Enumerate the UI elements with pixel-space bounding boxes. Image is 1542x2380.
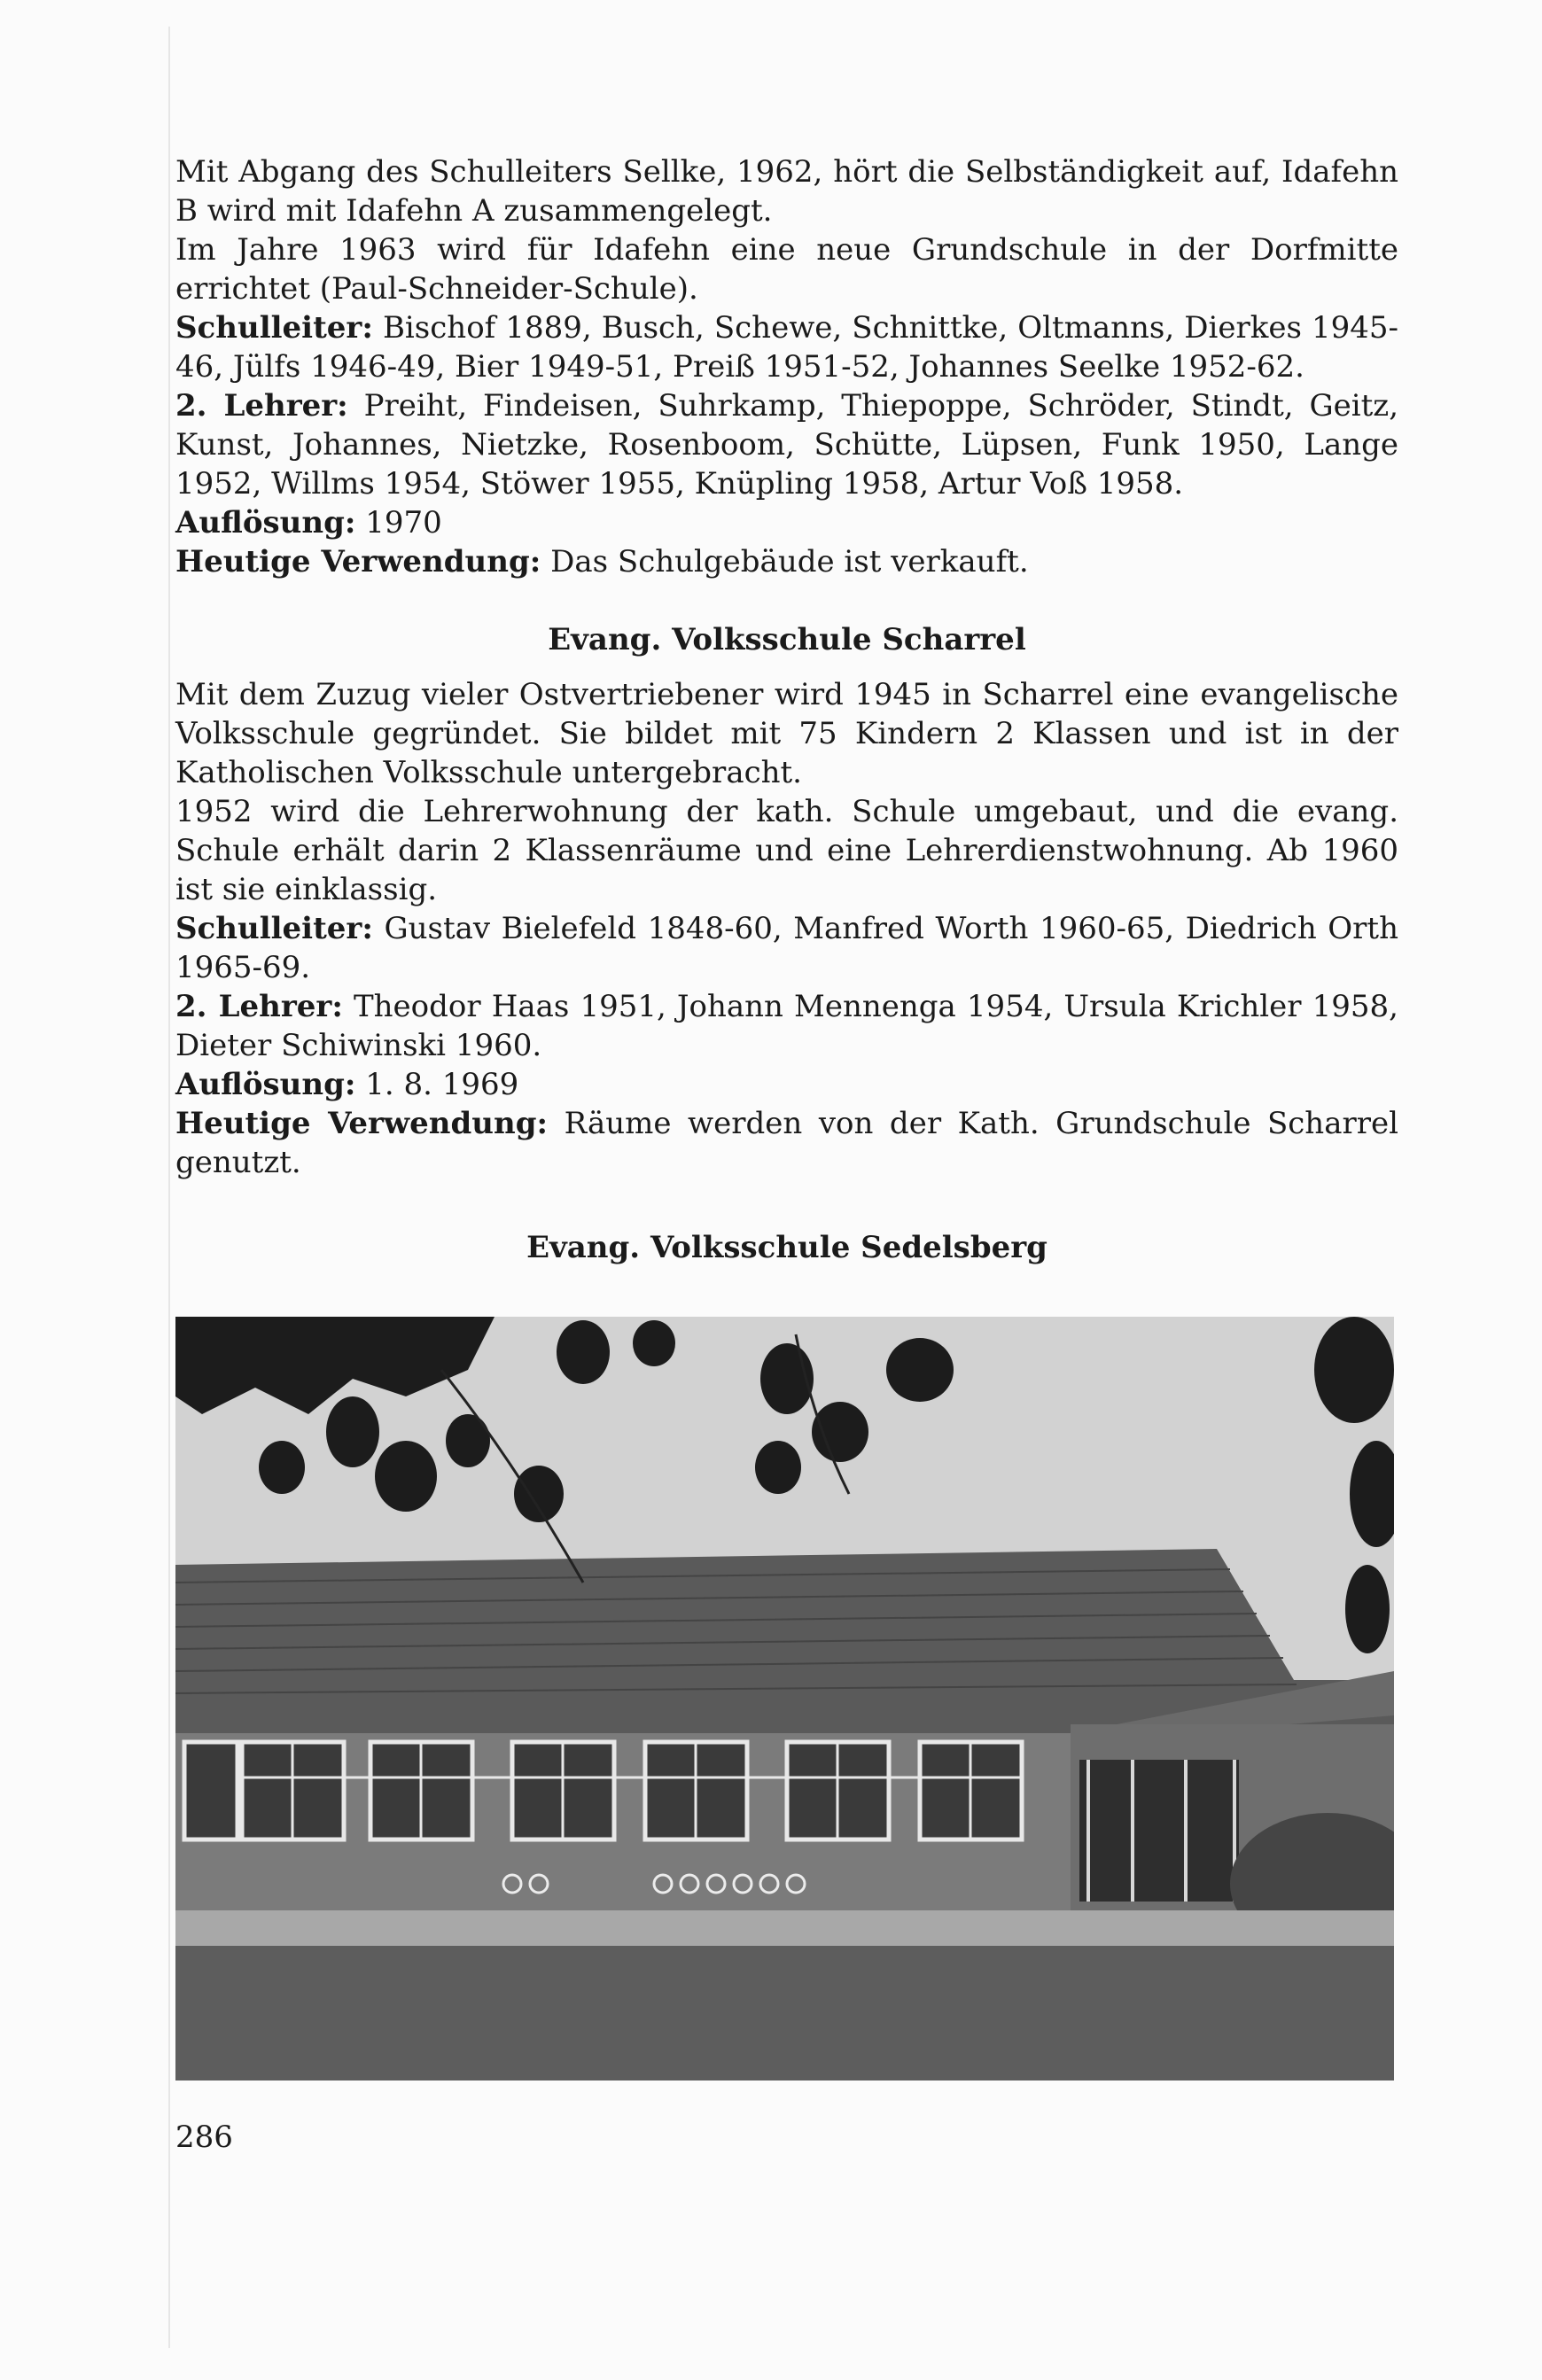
text-lehrer: Preiht, Findeisen, Suhrkamp, Thiepoppe, Schröder, Stindt, Geitz, Kunst, Johannes, Nietzke, Rosenboom, Schütte, Lüpsen, Funk 1950, Lange 1952, Willms 1954, Stöwer 1955, Knüpling 1958, Artur Voß 1958. bbox=[175, 388, 1398, 502]
label-schulleiter: Schulleiter: bbox=[175, 310, 373, 346]
label-lehrer: 2. Lehrer: bbox=[175, 989, 343, 1024]
page-number: 286 bbox=[175, 2119, 233, 2155]
paragraph-lehrer bbox=[175, 987, 1398, 1065]
school-photo bbox=[175, 1317, 1394, 2081]
paragraph-verwendung bbox=[175, 542, 1398, 581]
label-verwendung: Heutige Verwendung: bbox=[175, 544, 541, 579]
paragraph-aufloesung bbox=[175, 1065, 1398, 1104]
paragraph-grundschule: Im Jahre 1963 wird für Idafehn eine neue Grundschule in der Dorfmitte errichtet (Paul-Schneider-Schule). bbox=[175, 232, 1398, 307]
photo-entrance bbox=[1079, 1760, 1239, 1902]
text-aufloesung: 1. 8. 1969 bbox=[355, 1067, 519, 1102]
photo-lawn bbox=[175, 1946, 1394, 2081]
paragraph-verwendung bbox=[175, 1104, 1398, 1182]
text-verwendung: Räume werden von der Kath. Grundschule Scharrel genutzt. bbox=[175, 1106, 1398, 1180]
photo-path bbox=[175, 1910, 1394, 1946]
school-photo-drawing bbox=[175, 1317, 1394, 2081]
text-aufloesung: 1970 bbox=[355, 505, 442, 541]
label-aufloesung: Auflösung: bbox=[175, 505, 356, 541]
paragraph-abgang: Mit Abgang des Schulleiters Sellke, 1962, hört die Selbständigkeit auf, Idafehn B wird mit Idafehn A zusammengelegt. bbox=[175, 154, 1398, 229]
label-aufloesung: Auflösung: bbox=[175, 1067, 356, 1102]
heading-scharrel: Evang. Volksschule Scharrel bbox=[548, 622, 1026, 657]
heading-sedelsberg: Evang. Volksschule Sedelsberg bbox=[526, 1230, 1047, 1265]
text-verwendung: Das Schulgebäude ist verkauft. bbox=[541, 544, 1029, 579]
text-lehrer: Theodor Haas 1951, Johann Mennenga 1954, Ursula Krichler 1958, Dieter Schiwinski 1960. bbox=[175, 989, 1398, 1063]
paragraph-zuzug: Mit dem Zuzug vieler Ostvertriebener wird 1945 in Scharrel eine evangelische Volksschule gegründet. Sie bildet mit 75 Kindern 2 Klassen und ist in der Katholischen Volksschule untergebracht. bbox=[175, 677, 1398, 790]
label-lehrer: 2. Lehrer: bbox=[175, 388, 348, 424]
paragraph-aufloesung bbox=[175, 503, 1398, 542]
gutter-line bbox=[168, 27, 170, 2348]
text-schulleiter: Gustav Bielefeld 1848-60, Manfred Worth 1960-65, Diedrich Orth 1965-69. bbox=[175, 911, 1398, 985]
paragraph-schulleiter bbox=[175, 909, 1398, 987]
text-schulleiter: Bischof 1889, Busch, Schewe, Schnittke, Oltmanns, Dierkes 1945-46, Jülfs 1946-49, Bier 1949-51, Preiß 1951-52, Johannes Seelke 1952-62. bbox=[175, 310, 1398, 385]
scharrel-section bbox=[175, 675, 1398, 1182]
idafehn-section bbox=[175, 152, 1398, 581]
paragraph-lehrer bbox=[175, 386, 1398, 503]
paragraph-schulleiter bbox=[175, 308, 1398, 386]
label-verwendung: Heutige Verwendung: bbox=[175, 1106, 549, 1141]
paragraph-lehrerwohnung: 1952 wird die Lehrerwohnung der kath. Schule umgebaut, und die evang. Schule erhält darin 2 Klassenräume und eine Lehrerdienstwohnung. Ab 1960 ist sie einklassig. bbox=[175, 794, 1398, 907]
label-schulleiter: Schulleiter: bbox=[175, 911, 373, 946]
